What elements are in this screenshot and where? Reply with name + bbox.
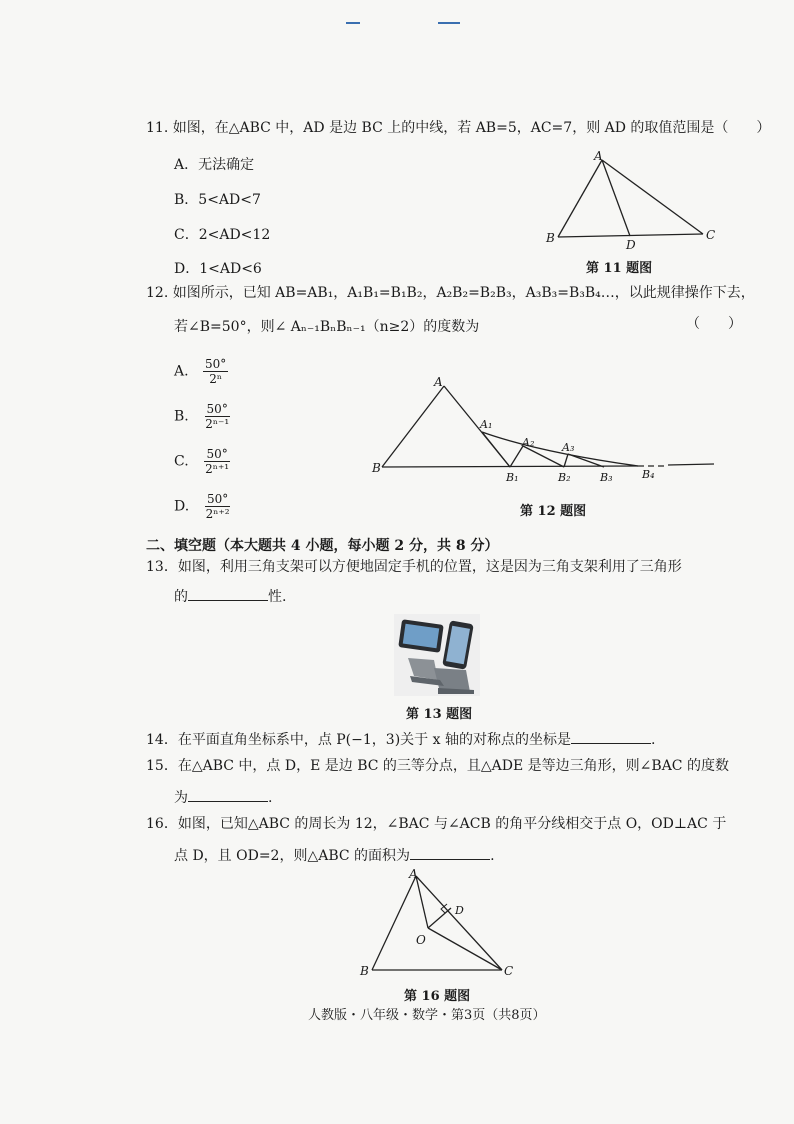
q15-line2-prefix: 为 xyxy=(174,790,188,806)
q11-label-d: D xyxy=(626,238,636,252)
q12-seg-b1a2 xyxy=(510,446,523,467)
q12-label-b4: B₄ xyxy=(642,468,655,481)
q13-line2-suffix: 性. xyxy=(268,589,287,605)
q12-option-a-den: 2ⁿ xyxy=(209,372,223,386)
q12-stem-line1: 12. 如图所示，已知 AB=AB₁，A₁B₁=B₁B₂，A₂B₂=B₂B₃，A₃B₃=B₃B₄…，以此规律操作下去， xyxy=(146,285,755,301)
q16-label-b: B xyxy=(360,964,369,978)
q11-figure xyxy=(540,148,730,254)
q12-base-extension xyxy=(668,464,714,465)
q12-label-a3: A₃ xyxy=(562,441,575,454)
q12-label-a1: A₁ xyxy=(480,418,493,431)
q12-option-b[interactable] xyxy=(174,402,231,431)
q12-label-b1: B₁ xyxy=(506,471,519,484)
q11-label-b: B xyxy=(546,231,555,245)
q12-option-a-letter: A. xyxy=(174,363,189,380)
q13-caption: 第 13 题图 xyxy=(406,707,473,722)
q12-option-b-den: 2ⁿ⁻¹ xyxy=(205,417,230,431)
scan-mark-right xyxy=(438,22,460,24)
q12-option-d-den: 2ⁿ⁺² xyxy=(205,507,230,521)
q12-label-a: A xyxy=(434,375,443,389)
q16-side-ab xyxy=(372,876,416,970)
q11-option-c[interactable]: C．2<AD<12 xyxy=(174,227,271,243)
q11-stem: 11. 如图，在△ABC 中，AD 是边 BC 上的中线，若 AB=5，AC=7，则 AD 的取值范围是（ ） xyxy=(146,120,771,136)
q14-text xyxy=(146,729,655,750)
q16-label-a: A xyxy=(409,867,418,881)
q12-option-b-letter: B. xyxy=(174,408,189,425)
q11-option-a[interactable]: A．无法确定 xyxy=(174,157,255,173)
q13-line1: 13．如图，利用三角支架可以方便地固定手机的位置，这是因为三角支架利用了三角形 xyxy=(146,559,682,575)
q12-option-c-num: 50° xyxy=(206,447,228,461)
q16-label-d: D xyxy=(455,904,464,917)
q11-option-b[interactable]: B．5<AD<7 xyxy=(174,192,261,208)
q12-option-d-letter: D. xyxy=(174,498,190,515)
q16-caption: 第 16 题图 xyxy=(404,989,471,1004)
q16-line2-prefix: 点 D，且 OD=2，则△ABC 的面积为 xyxy=(174,848,411,864)
q15-answer-blank[interactable] xyxy=(188,787,268,802)
q12-option-a-num: 50° xyxy=(205,357,227,371)
q12-caption: 第 12 题图 xyxy=(520,504,587,519)
q13-answer-blank[interactable] xyxy=(188,586,268,601)
q16-side-ac xyxy=(416,876,502,970)
q15-line1: 15．在△ABC 中，点 D，E 是边 BC 的三等分点，且△ADE 是等边三角形，则∠BAC 的度数 xyxy=(146,758,729,774)
q12-option-c-letter: C. xyxy=(174,453,189,470)
q12-label-a2: A₂ xyxy=(522,436,535,449)
q12-option-b-fraction xyxy=(203,402,231,431)
q11-median-ad xyxy=(602,160,630,236)
q12-option-c-den: 2ⁿ⁺¹ xyxy=(205,462,230,476)
q12-option-d[interactable] xyxy=(174,492,232,521)
q12-label-b: B xyxy=(372,461,381,475)
q16-bisector-ao xyxy=(416,876,428,928)
q16-line2 xyxy=(174,845,495,866)
q16-line1: 16．如图，已知△ABC 的周长为 12，∠BAC 与∠ACB 的角平分线相交于点 O，OD⊥AC 于 xyxy=(146,816,727,832)
q12-figure xyxy=(368,372,724,492)
q11-option-d[interactable]: D．1<AD<6 xyxy=(174,261,262,277)
q12-stem-line2: 若∠B=50°，则∠ Aₙ₋₁BₙBₙ₋₁（n≥2）的度数为 xyxy=(174,319,480,335)
q12-option-b-num: 50° xyxy=(206,402,228,416)
q12-option-a-fraction xyxy=(203,357,228,386)
q12-option-c[interactable] xyxy=(174,447,231,476)
q15-line2 xyxy=(174,787,272,808)
q14-answer-blank[interactable] xyxy=(571,729,651,744)
q14-prefix: 14．在平面直角坐标系中，点 P(−1，3)关于 x 轴的对称点的坐标是 xyxy=(146,732,571,748)
q12-side-ab xyxy=(382,386,444,467)
q13-line2-prefix: 的 xyxy=(174,589,188,605)
q12-answer-paren: （ ） xyxy=(686,316,742,332)
section2-title: 二、填空题（本大题共 4 小题，每小题 2 分，共 8 分） xyxy=(146,538,499,554)
q16-label-o: O xyxy=(416,933,426,947)
q12-option-c-fraction xyxy=(203,447,231,476)
q16-label-c: C xyxy=(504,964,514,978)
q16-segment-od xyxy=(428,908,451,928)
q16-answer-blank[interactable] xyxy=(410,845,490,860)
q12-option-a[interactable] xyxy=(174,357,228,386)
q13-phone-stand-image xyxy=(394,614,480,696)
q11-side-ab xyxy=(558,160,602,237)
q15-line2-suffix: . xyxy=(268,790,273,806)
q12-label-b3: B₃ xyxy=(600,471,613,484)
scan-mark-left xyxy=(346,22,360,24)
page-footer: 人教版・八年级・数学・第3页（共8页） xyxy=(308,1008,546,1023)
q12-option-d-num: 50° xyxy=(206,492,229,506)
q14-suffix: . xyxy=(650,732,656,748)
q16-bisector-co xyxy=(428,928,502,970)
q11-label-c: C xyxy=(706,228,716,242)
q12-label-b2: B₂ xyxy=(558,471,571,484)
q11-side-ac xyxy=(602,160,703,234)
q16-line2-suffix: . xyxy=(490,848,495,864)
q12-option-d-fraction xyxy=(204,492,232,521)
q12-seg-b2a3 xyxy=(564,454,568,467)
q11-label-a: A xyxy=(594,149,603,163)
q13-line2 xyxy=(174,586,286,607)
q11-caption: 第 11 题图 xyxy=(586,261,653,276)
q16-figure xyxy=(354,864,524,984)
